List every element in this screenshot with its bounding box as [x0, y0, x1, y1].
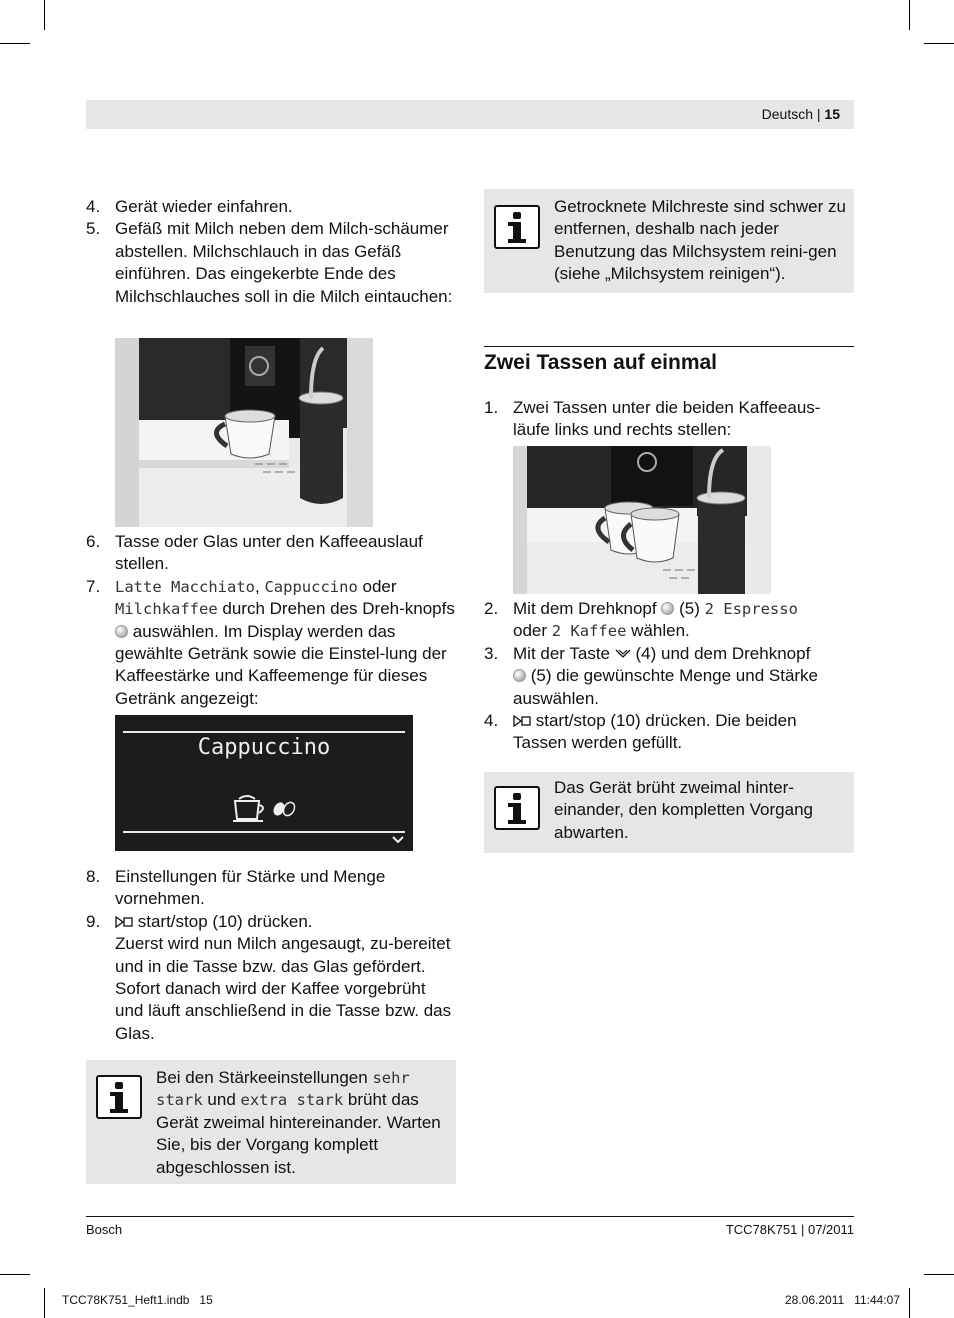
left-column-cont	[86, 531, 456, 710]
footer-date: 28.06.2011 11:44:07	[785, 1293, 900, 1307]
info-icon	[494, 786, 540, 830]
footer-rule	[86, 1216, 854, 1217]
list-item: 4. Gerät wieder einfahren.	[86, 197, 293, 216]
section-heading: Zwei Tassen auf einmal	[484, 346, 854, 375]
info-box: Das Gerät brüht zweimal hinter-einander, den kompletten Vorgang abwarten.	[484, 772, 854, 853]
page-number: 15	[824, 106, 840, 122]
crop-mark	[44, 0, 45, 30]
list-item: 5. Gefäß mit Milch neben dem Milch-schäumer abstellen. Milchschlauch in das Gefäß einführen. Das eingekerbte Ende des Milchschlauches soll in die Milch eintauchen:	[86, 219, 453, 306]
crop-mark	[44, 1288, 45, 1318]
chevron-down-icon	[391, 835, 405, 845]
list-item: 2. Mit dem Drehknopf (5) 2 Espresso oder 2 Kaffee wählen.	[484, 599, 798, 641]
list-item: 3. Mit der Taste (4) und dem Drehknopf (5) die gewünschte Menge und Stärke auswählen.	[484, 643, 819, 708]
crop-mark	[909, 1288, 910, 1318]
footer-brand: Bosch	[86, 1222, 123, 1237]
rotary-knob-icon	[115, 625, 128, 638]
header-separator: |	[816, 106, 821, 122]
header-language: Deutsch	[761, 106, 813, 122]
list-item: 7. Latte Macchiato, Cappuccino oder Milchkaffee durch Drehen des Dreh-knopfs auswählen. Im Display werden das gewählte Getränk sowie die Einstel-lung der Kaffeestärke und Kaffeemenge für dieses Getränk angezeigt:	[86, 576, 455, 708]
coffee-display	[115, 715, 413, 851]
left-column	[86, 196, 456, 308]
page-header	[86, 100, 854, 129]
left-column-cont2	[86, 866, 456, 1045]
list-item: 1. Zwei Tassen unter die beiden Kaffeeaus-läufe links und rechts stellen:	[484, 398, 821, 440]
info-icon	[96, 1075, 142, 1119]
cup-strength-icon	[229, 791, 299, 825]
right-column	[484, 397, 854, 442]
right-column-cont	[484, 598, 854, 755]
display-title: Cappuccino	[197, 735, 331, 760]
info-icon	[494, 205, 540, 249]
start-stop-icon	[513, 715, 531, 727]
footer-model: TCC78K751 | 07/2011	[725, 1222, 854, 1237]
crop-mark	[909, 0, 910, 30]
list-item: 4. start/stop (10) drücken. Die beiden Tassen werden gefüllt.	[484, 711, 797, 753]
list-item: 9. start/stop (10) drücken. Zuerst wird nun Milch angesaugt, zu-bereitet und in die Tasse bzw. das Glas gefördert. Sofort danach wird der Kaffee vorgebrüht und läuft anschließend in die Tasse bzw. das Glas.	[86, 911, 452, 1043]
list-item: 8. Einstellungen für Stärke und Menge vornehmen.	[86, 867, 386, 909]
rotary-knob-icon	[513, 669, 526, 682]
footer-file: TCC78K751_Heft1.indb 15	[62, 1293, 213, 1307]
rotary-knob-icon	[661, 602, 674, 615]
chevron-down-icon	[615, 649, 631, 659]
crop-mark	[924, 1274, 954, 1275]
crop-mark	[0, 1274, 30, 1275]
crop-mark	[924, 43, 954, 44]
two-cups-illustration	[513, 446, 771, 594]
crop-mark	[0, 43, 30, 44]
list-item: 6. Tasse oder Glas unter den Kaffeeauslauf stellen.	[86, 532, 423, 574]
start-stop-icon	[115, 916, 133, 928]
info-box: Getrocknete Milchreste sind schwer zu entfernen, deshalb nach jeder Benutzung das Milchsystem reini-gen (siehe „Milchsystem reinigen“).	[484, 189, 854, 293]
milk-frother-illustration	[115, 338, 373, 527]
info-box: Bei den Stärkeeinstellungen sehr stark und extra stark brüht das Gerät zweimal hintereinander. Warten Sie, bis der Vorgang komplett abgeschlossen ist.	[86, 1060, 456, 1184]
